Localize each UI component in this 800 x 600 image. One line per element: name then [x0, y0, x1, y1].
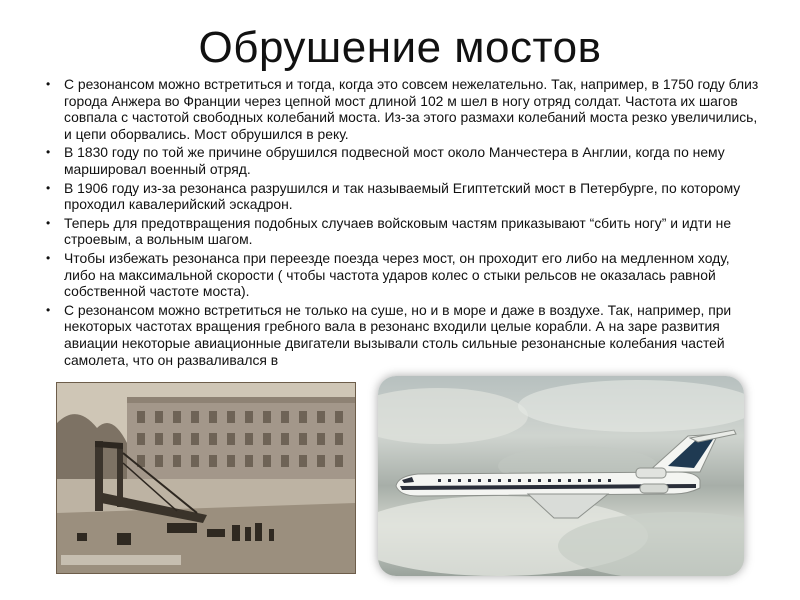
bullet-dot-icon: •	[46, 250, 51, 265]
bullet-dot-icon: •	[46, 302, 51, 317]
bullet-text: В 1906 году из-за резонанса разрушился и так называемый Египтетский мост в Петербурге, по которому проходил кавалерийский эскадрон.	[64, 179, 741, 213]
bullet-item	[46, 250, 762, 300]
bullet-item	[46, 180, 762, 213]
bullet-item	[46, 302, 762, 368]
bullet-item	[46, 144, 762, 177]
bullet-text: С резонансом можно встретиться и тогда, когда это совсем нежелательно. Так, например, в 1750 году близ города Анжера во Франции через цепной мост длиной 102 м шел в ногу отряд солдат. Частота их шагов совпала с частотой свободных колебаний моста. Из-за этого размахи колебаний моста резко увеличились, и цепи оборвались. Мост обрушился в реку.	[64, 76, 759, 142]
bullet-item	[46, 76, 762, 142]
collapsed-bridge-icon	[57, 383, 355, 573]
slide-title: Обрушение мостов	[198, 23, 602, 72]
collapsed-bridge-photo	[56, 382, 356, 574]
bullet-list	[46, 76, 762, 372]
bullet-dot-icon: •	[46, 180, 51, 195]
bullet-text: Чтобы избежать резонанса при переезде поезда через мост, он проходит его либо на медленном ходу, либо на максимальной скорости ( чтобы частота ударов колес о стыки рельсов не оказалась равной собственной частоте моста).	[64, 249, 730, 300]
airliner-photo	[378, 376, 744, 576]
bullet-text: В 1830 году по той же причине обрушился подвесной мост около Манчестера в Англии, когда по нему маршировал военный отряд.	[64, 144, 725, 177]
bullet-dot-icon: •	[46, 77, 51, 91]
airliner-icon	[378, 376, 744, 576]
bullet-text: Теперь для предотвращения подобных случаев войсковым частям приказывают “сбить ногу” и идти не строевым, а вольным шагом.	[64, 214, 732, 248]
bullet-dot-icon: •	[46, 215, 51, 230]
bullet-text: С резонансом можно встретиться не только на суше, но и в море и даже в воздухе. Так, например, при некоторых частотах вращения гребного вала в резонанс входили целые корабли. А на заре развития авиации некоторые авиационные двигатели вызывали столь сильные резонансные колебания частей самолета, что он разваливался в	[64, 301, 732, 368]
bullet-item	[46, 215, 762, 248]
bullet-dot-icon: •	[46, 145, 51, 160]
